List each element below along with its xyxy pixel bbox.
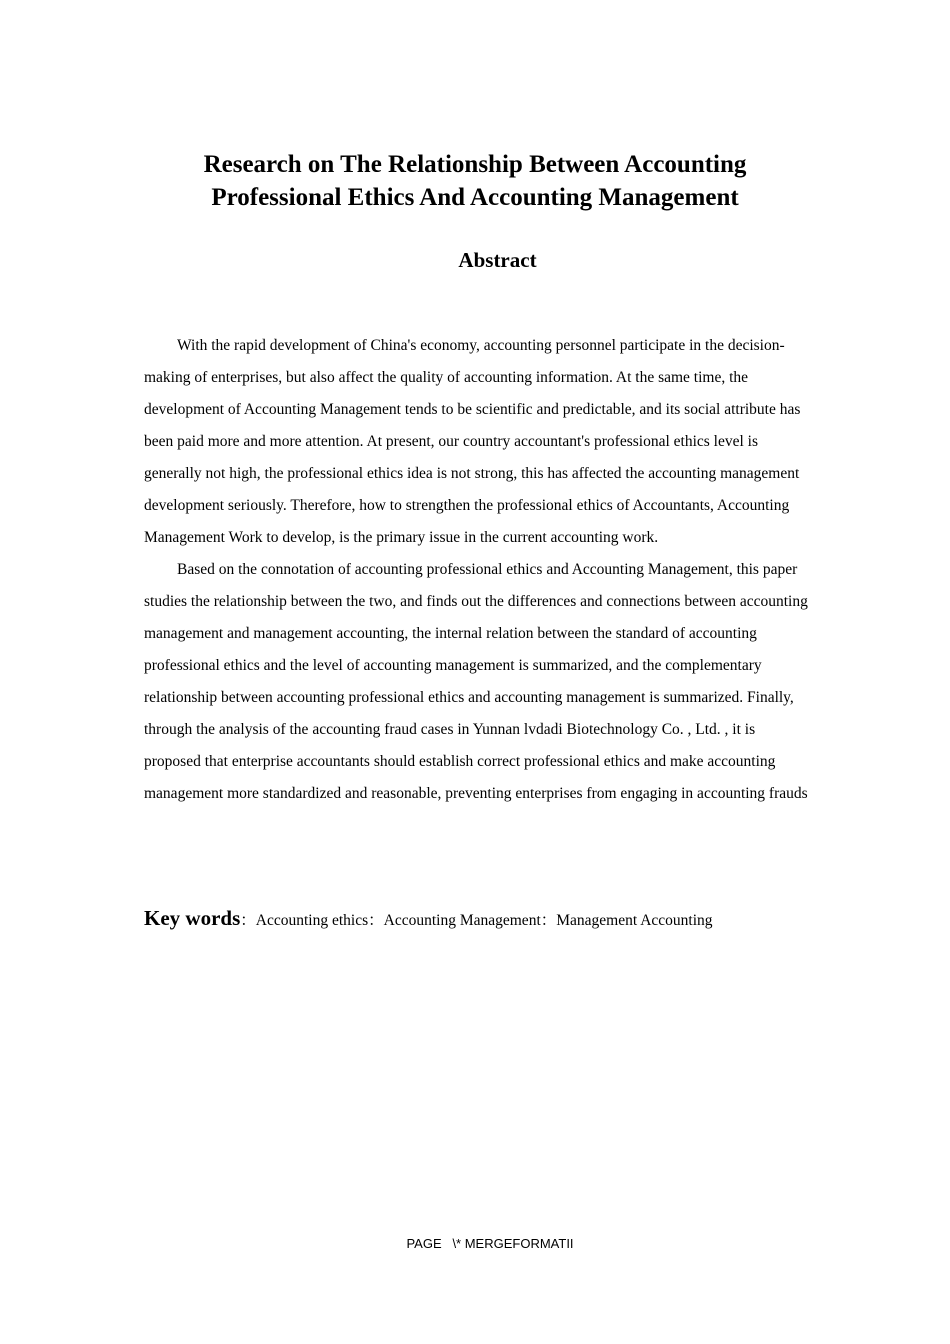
document-title [140, 148, 810, 214]
keyword-item: Accounting ethics [255, 912, 369, 929]
keywords-label: Key words [144, 906, 241, 930]
abstract-paragraph-2: Based on the connotation of accounting professional ethics and Accounting Management, this paper studies the relationship between the two, and finds out the differences and connections between accounting management and management accounting, the internal relation between the standard of accounting professional ethics and the level of accounting management is summarized, and the complementary relationship between accounting professional ethics and accounting management is summarized. Finally, through the analysis of the accounting fraud cases in Yunnan lvdadi Biotechnology Co. , Ltd. , it is proposed that enterprise accountants should establish correct professional ethics and make accounting management more standardized and reasonable, preventing enterprises from engaging in accounting frauds [144, 561, 808, 802]
abstract-body [144, 330, 809, 810]
abstract-heading: Abstract [458, 248, 537, 272]
title-line-1: Research on The Relationship Between Accounting [203, 151, 747, 178]
keywords-separator: ： [368, 912, 384, 929]
keywords-separator: ： [540, 912, 557, 929]
keyword-item: Management Accounting [556, 912, 713, 929]
keywords-separator: ： [240, 912, 256, 929]
keywords-line [144, 902, 834, 937]
title-line-2: Professional Ethics And Accounting Management [211, 184, 739, 211]
page-footer: PAGE \* MERGEFORMATII [406, 1236, 574, 1251]
abstract-paragraph-1: With the rapid development of China's economy, accounting personnel participate in the decision-making of enterprises, but also affect the quality of accounting information. At the same time, the development of Accounting Management tends to be scientific and predictable, and its social attribute has been paid more and more attention. At present, our country accountant's professional ethics level is generally not high, the professional ethics idea is not strong, this has affected the accounting management development seriously. Therefore, how to strengthen the professional ethics of Accountants, Accounting Management Work to develop, is the primary issue in the current accounting work. [144, 337, 801, 546]
keyword-item: Accounting Management [383, 912, 541, 929]
